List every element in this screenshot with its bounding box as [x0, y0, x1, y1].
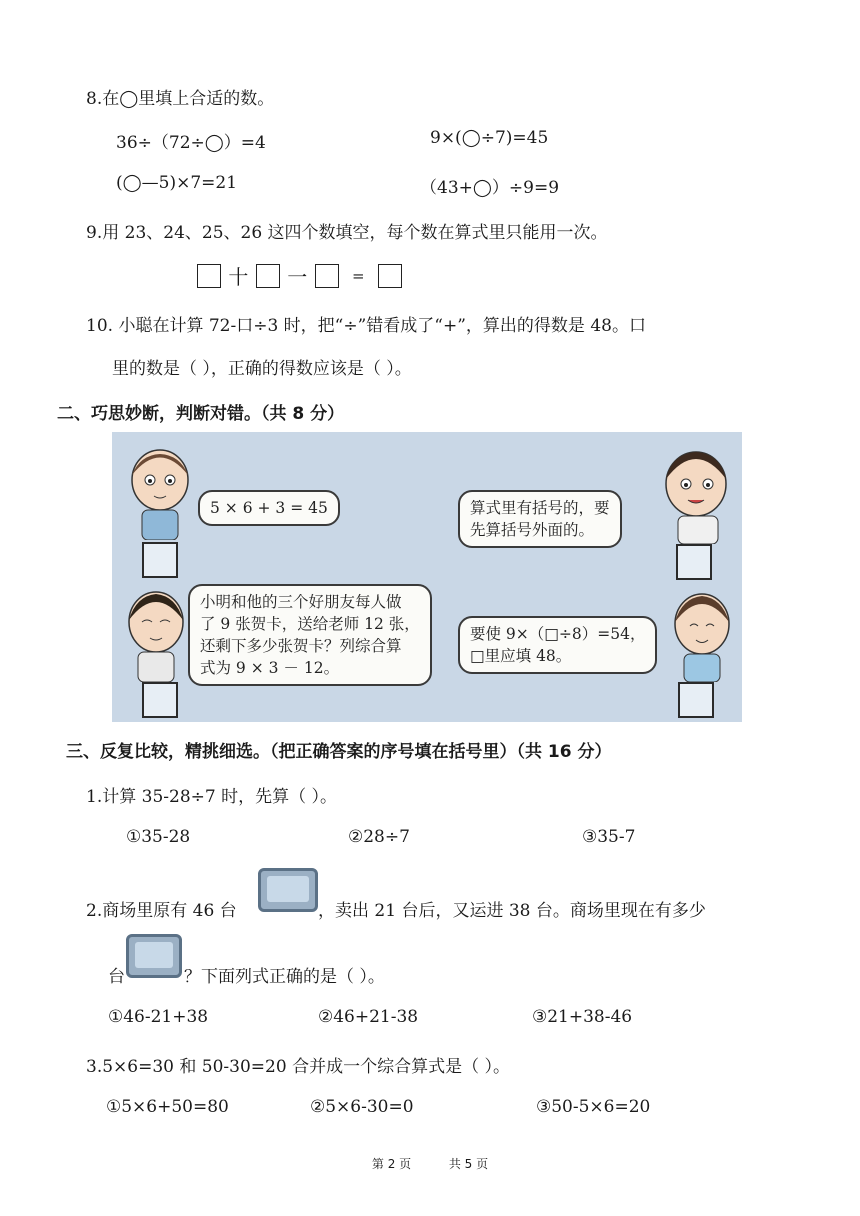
girl-character-icon	[120, 440, 200, 540]
judgement-illustration	[112, 432, 742, 722]
q9-box-1[interactable]	[197, 264, 221, 288]
q8-expr-d: （43+◯）÷9=9	[420, 178, 560, 198]
bubble-3-line-2: 了 9 张贺卡，送给老师 12 张，	[200, 615, 420, 633]
page-total: 共 5 页	[448, 1157, 489, 1171]
page-number: 第 2 页	[371, 1157, 412, 1171]
s3-q1-text: 1.计算 35-28÷7 时，先算（ ）。	[86, 787, 337, 807]
bubble-2-line-1: 算式里有括号的，要	[470, 499, 610, 517]
judge-box-3[interactable]	[142, 682, 178, 718]
q9-plus: 十	[228, 265, 249, 289]
q9-title: 9.用 23、24、25、26 这四个数填空，每个数在算式里只能用一次。	[86, 223, 608, 243]
q10-line2: 里的数是（ ），正确的得数应该是（ ）。	[112, 359, 412, 379]
bubble-3-line-4: 式为 9 × 3 － 12。	[200, 659, 340, 677]
section2-title: 二、巧思妙断，判断对错。（共 8 分）	[57, 404, 345, 424]
s3-q1-option-2[interactable]: ②28÷7	[348, 827, 410, 847]
s3-q1-option-3[interactable]: ③35-7	[582, 827, 636, 847]
judge-box-2[interactable]	[676, 544, 712, 580]
boy-character-icon	[652, 434, 740, 544]
page-footer	[0, 1155, 860, 1172]
s3-q1-option-1[interactable]: ①35-28	[126, 827, 191, 847]
s3-q3-option-3[interactable]: ③50-5×6=20	[536, 1097, 651, 1117]
q9-equals: =	[352, 266, 365, 285]
section3-title: 三、反复比较，精挑细选。（把正确答案的序号填在括号里）（共 16 分）	[66, 742, 612, 762]
s3-q3-text: 3.5×6=30 和 50-30=20 合并成一个综合算式是（ ）。	[86, 1057, 510, 1077]
s3-q2-text-b: ，卖出 21 台后，又运进 38 台。商场里现在有多少	[318, 901, 706, 921]
boy-thinking-icon	[118, 582, 196, 682]
judge-box-1[interactable]	[142, 542, 178, 578]
bubble-2-line-2: 先算括号外面的。	[470, 521, 595, 539]
bubble-3	[188, 584, 432, 686]
q8-expr-c: (◯—5)×7=21	[116, 173, 238, 193]
bubble-4-line-2: □里应填 48。	[470, 647, 572, 665]
q10-line1: 10. 小聪在计算 72-口÷3 时，把“÷”错看成了“+”，算出的得数是 48。口	[86, 316, 646, 336]
q9-box-2[interactable]	[256, 264, 280, 288]
s3-q2-option-2[interactable]: ②46+21-38	[318, 1007, 419, 1027]
s3-q2-option-3[interactable]: ③21+38-46	[532, 1007, 633, 1027]
tv-icon	[258, 868, 318, 912]
tv-icon-2	[126, 934, 182, 978]
q9-box-3[interactable]	[315, 264, 339, 288]
bubble-4	[458, 616, 657, 674]
q8-expr-b: 9×(◯÷7)=45	[430, 128, 549, 148]
girl-smiling-icon	[662, 582, 742, 682]
q9-box-4[interactable]	[378, 264, 402, 288]
bubble-3-line-1: 小明和他的三个好朋友每人做	[200, 593, 402, 611]
s3-q3-option-1[interactable]: ①5×6+50=80	[106, 1097, 229, 1117]
q9-minus: 一	[287, 265, 308, 289]
s3-q2-text-d: ？下面列式正确的是（ ）。	[184, 967, 385, 987]
bubble-3-line-3: 还剩下多少张贺卡？列综合算	[200, 637, 402, 655]
q8-title: 8.在◯里填上合适的数。	[86, 89, 275, 109]
s3-q2-option-1[interactable]: ①46-21+38	[108, 1007, 209, 1027]
bubble-1: 5 × 6 + 3 = 45	[198, 490, 340, 526]
s3-q2-text-c: 台	[108, 967, 125, 987]
q8-expr-a: 36÷（72÷◯）=4	[116, 133, 266, 153]
q9-equation	[197, 261, 402, 290]
bubble-4-line-1: 要使 9×（□÷8）=54，	[470, 625, 646, 643]
s3-q3-option-2[interactable]: ②5×6-30=0	[310, 1097, 414, 1117]
bubble-2	[458, 490, 622, 548]
s3-q2-text-a: 2.商场里原有 46 台	[86, 901, 237, 921]
judge-box-4[interactable]	[678, 682, 714, 718]
